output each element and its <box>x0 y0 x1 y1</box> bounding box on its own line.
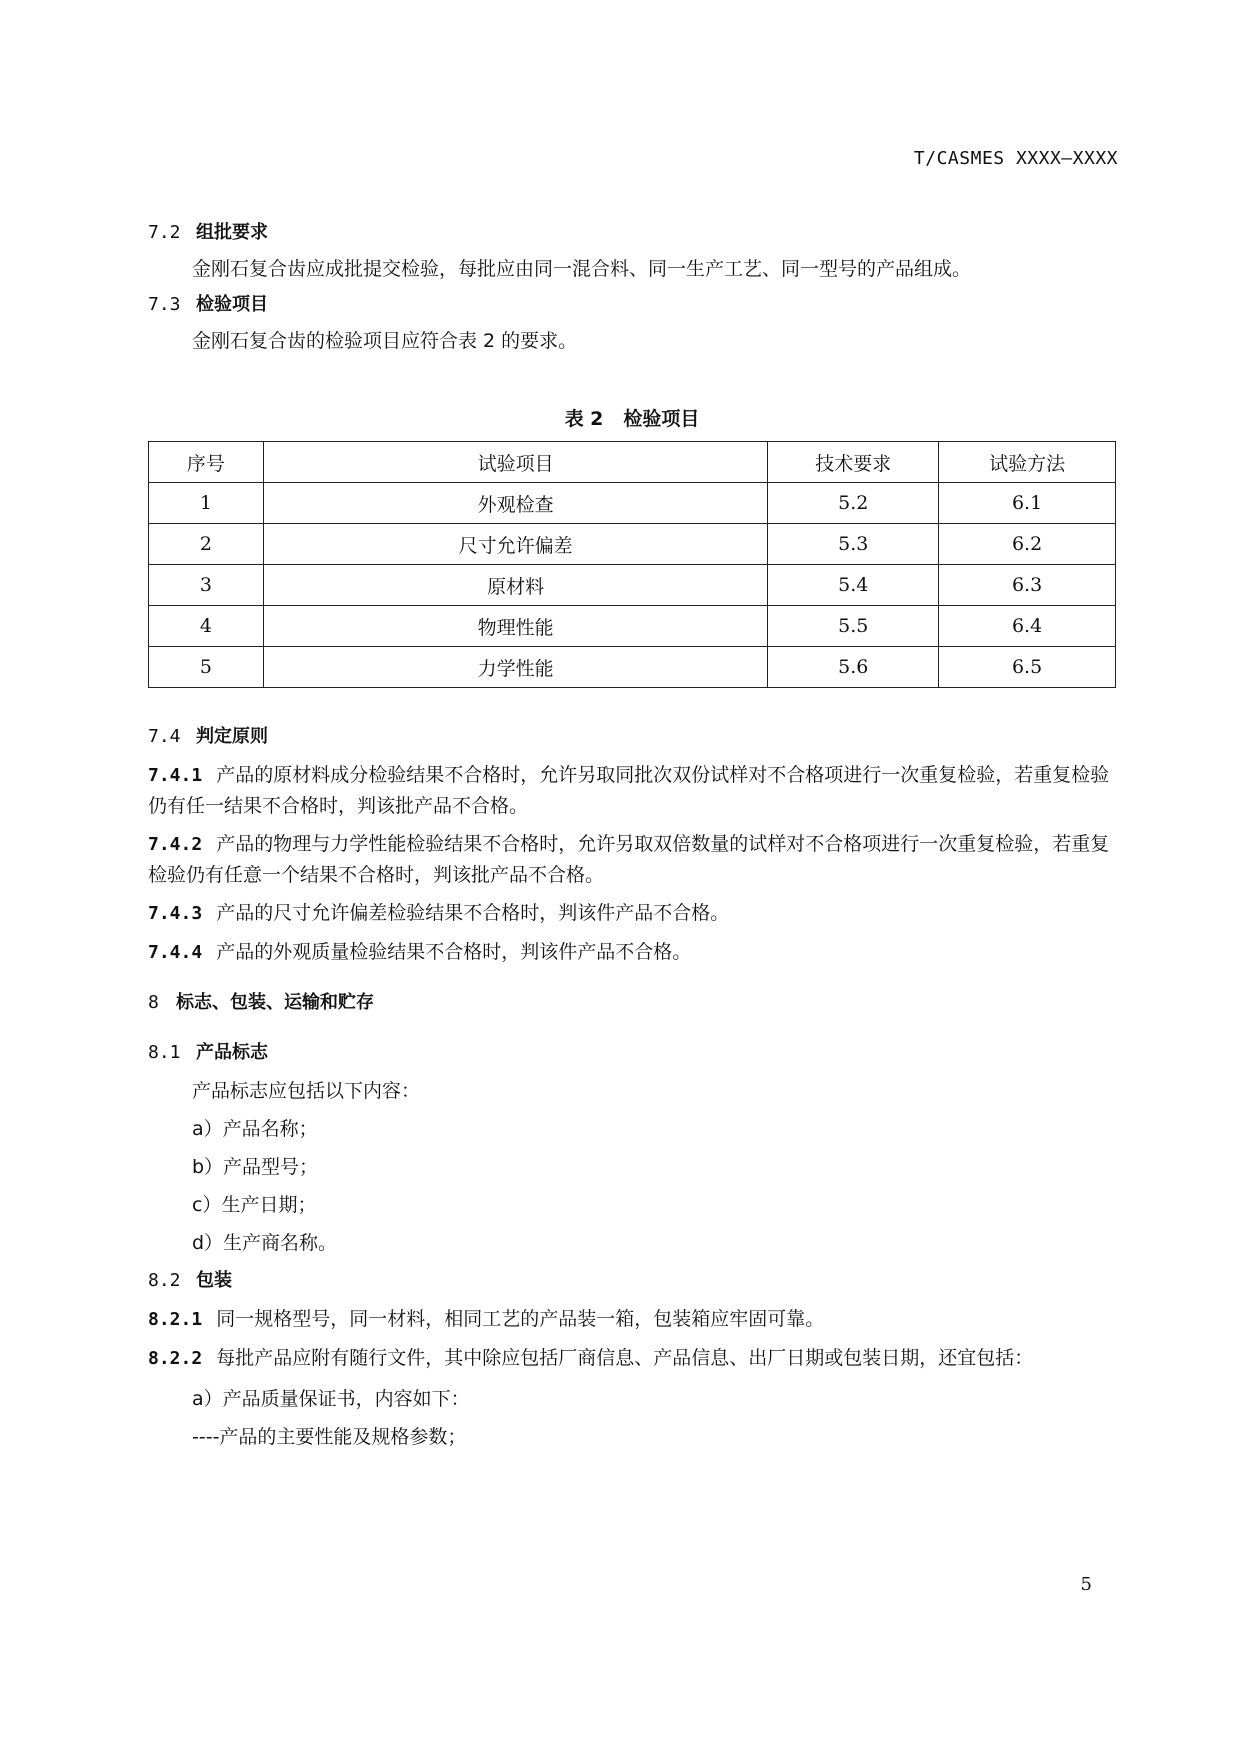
chapter-number: 8 <box>148 992 159 1013</box>
clause-8-2-2 <box>148 1343 1116 1374</box>
dash-item: ----产品的主要性能及规格参数； <box>192 1426 467 1448</box>
section-number: 7.4 <box>148 726 181 747</box>
section-7-2-text: 金刚石复合齿应成批提交检验，每批应由同一混合料、同一生产工艺、同一型号的产品组成。 <box>192 258 972 280</box>
table-cell: 5.6 <box>768 647 939 688</box>
list-item: c）生产日期； <box>192 1194 317 1216</box>
clause-text: 产品的物理与力学性能检验结果不合格时，允许另取双倍数量的试样对不合格项进行一次重复检验，若重复检验仍有任意一个结果不合格时，判该批产品不合格。 <box>148 833 1110 886</box>
table-cell: 2 <box>149 524 264 565</box>
section-number: 8.1 <box>148 1042 181 1063</box>
section-7-4-heading <box>148 724 1116 750</box>
table-cell: 原材料 <box>263 565 767 606</box>
table-cell: 6.2 <box>939 524 1116 565</box>
header-cell: 试验项目 <box>263 442 767 483</box>
section-8-1-heading <box>148 1040 1116 1066</box>
section-number: 7.3 <box>148 294 181 315</box>
table-cell: 5.2 <box>768 483 939 524</box>
clause-7-4-1 <box>148 760 1116 821</box>
section-title: 检验项目 <box>196 294 268 315</box>
clause-text: 产品的尺寸允许偏差检验结果不合格时，判该件产品不合格。 <box>216 902 730 924</box>
clause-number: 8.2.2 <box>148 1348 203 1369</box>
clause-number: 7.4.4 <box>148 942 203 963</box>
header-cell: 序号 <box>149 442 264 483</box>
clause-text: 产品的原材料成分检验结果不合格时，允许另取同批次双份试样对不合格项进行一次重复检验，若重复检验仍有任一结果不合格时，判该批产品不合格。 <box>148 764 1110 817</box>
table-row <box>149 483 1116 524</box>
table-cell: 5 <box>149 647 264 688</box>
clause-8-2-1 <box>148 1304 1116 1335</box>
section-8-1-intro: 产品标志应包括以下内容： <box>192 1080 421 1102</box>
table-cell: 3 <box>149 565 264 606</box>
document-body <box>148 220 1116 1450</box>
table-cell: 4 <box>149 606 264 647</box>
inspection-items-table <box>148 441 1116 688</box>
document-code: T/CASMES XXXX—XXXX <box>913 148 1118 169</box>
section-title: 包装 <box>196 1270 232 1291</box>
section-8-2-heading <box>148 1268 1116 1294</box>
table-cell: 6.3 <box>939 565 1116 606</box>
table-row <box>149 565 1116 606</box>
chapter-8-heading <box>148 990 1116 1016</box>
section-title: 判定原则 <box>196 726 268 747</box>
clause-7-4-4 <box>148 937 1116 968</box>
section-7-3-text: 金刚石复合齿的检验项目应符合表 2 的要求。 <box>192 330 578 352</box>
clause-text: 产品的外观质量检验结果不合格时，判该件产品不合格。 <box>216 941 692 963</box>
section-number: 8.2 <box>148 1270 181 1291</box>
section-7-3-heading <box>148 292 1116 318</box>
table-cell: 5.3 <box>768 524 939 565</box>
table-cell: 6.5 <box>939 647 1116 688</box>
table-header-row <box>149 442 1116 483</box>
clause-7-4-2 <box>148 829 1116 890</box>
table-row <box>149 524 1116 565</box>
table-cell: 5.4 <box>768 565 939 606</box>
clause-number: 7.4.3 <box>148 903 203 924</box>
table-row <box>149 606 1116 647</box>
clause-text: 同一规格型号，同一材料，相同工艺的产品装一箱，包装箱应牢固可靠。 <box>216 1308 825 1330</box>
table-cell: 力学性能 <box>263 647 767 688</box>
table-cell: 6.1 <box>939 483 1116 524</box>
header-cell: 技术要求 <box>768 442 939 483</box>
table-caption <box>148 404 1116 431</box>
table-title: 检验项目 <box>623 408 700 430</box>
clause-number: 7.4.1 <box>148 765 203 786</box>
table-cell: 6.4 <box>939 606 1116 647</box>
section-title: 组批要求 <box>196 222 268 243</box>
list-item: a）产品名称； <box>192 1118 318 1140</box>
section-title: 产品标志 <box>196 1042 268 1063</box>
list-item: d）生产商名称。 <box>192 1232 338 1254</box>
table-cell: 1 <box>149 483 264 524</box>
table-row <box>149 647 1116 688</box>
page-number: 5 <box>1080 1574 1092 1595</box>
table-cell: 物理性能 <box>263 606 767 647</box>
header-cell: 试验方法 <box>939 442 1116 483</box>
section-number: 7.2 <box>148 222 181 243</box>
table-cell: 尺寸允许偏差 <box>263 524 767 565</box>
table-cell: 5.5 <box>768 606 939 647</box>
clause-number: 8.2.1 <box>148 1309 203 1330</box>
chapter-title: 标志、包装、运输和贮存 <box>176 992 374 1013</box>
clause-7-4-3 <box>148 898 1116 929</box>
table-cell: 外观检查 <box>263 483 767 524</box>
clause-number: 7.4.2 <box>148 834 203 855</box>
table-number: 表 2 <box>564 408 604 430</box>
clause-text: 每批产品应附有随行文件，其中除应包括厂商信息、产品信息、出厂日期或包装日期，还宜包括： <box>216 1347 1034 1369</box>
list-item: a）产品质量保证书，内容如下： <box>192 1388 470 1410</box>
section-7-2-heading <box>148 220 1116 246</box>
list-item: b）产品型号； <box>192 1156 319 1178</box>
